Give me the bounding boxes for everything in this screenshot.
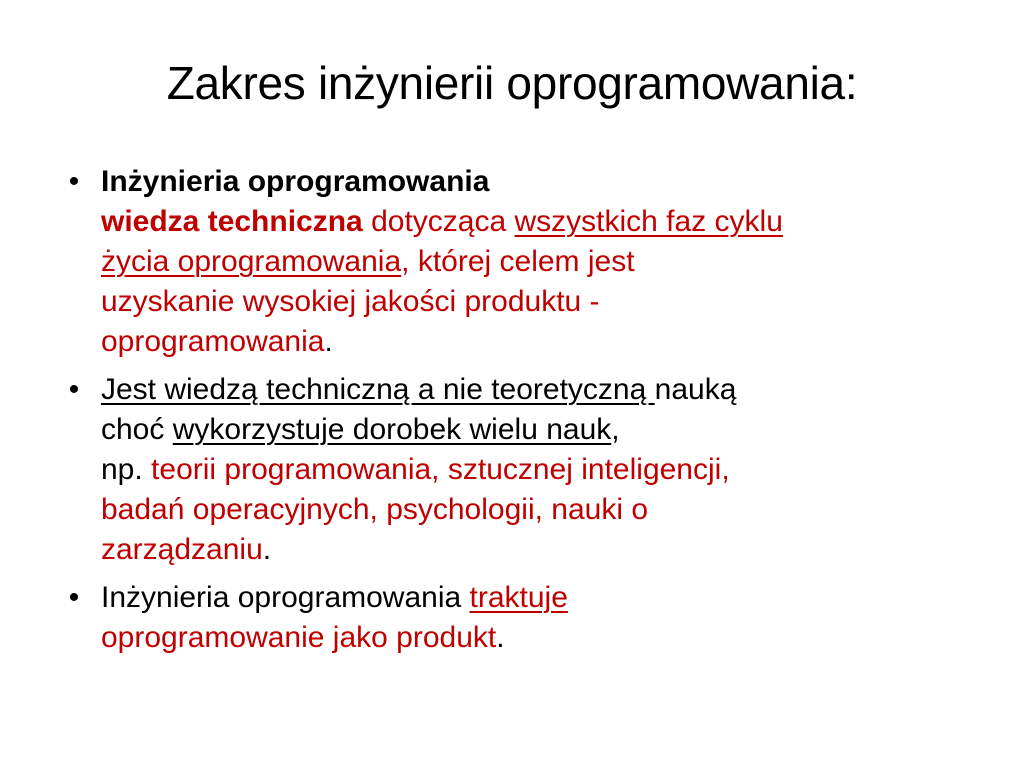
text-run: , której celem jest [401, 245, 635, 278]
underlined-text: traktuje [469, 581, 568, 614]
bullet-icon: • [68, 581, 80, 614]
text-run: nauką [654, 373, 737, 406]
slide-title: Zakres inżynierii oprogramowania: [166, 57, 858, 109]
emphasis-text: wiedza techniczna [101, 205, 363, 238]
text-line [101, 202, 964, 242]
bold-term: Inżynieria oprogramowania [101, 165, 490, 198]
text-line [101, 322, 964, 362]
text-run: , [611, 413, 620, 446]
text-run: . [262, 533, 272, 566]
text-run: dotycząca [362, 205, 515, 238]
bullet-list [64, 162, 964, 666]
underlined-text: życia oprogramowania [101, 245, 402, 278]
bullet-icon: • [68, 165, 80, 198]
text-run: badań operacyjnych, psychologii, nauki o [101, 493, 649, 526]
underlined-text: wszystkich faz cyklu [514, 205, 783, 238]
text-run: oprogramowanie jako produkt [101, 621, 497, 654]
bullet-item [64, 370, 964, 570]
text-line [101, 618, 964, 658]
text-line [101, 282, 964, 322]
text-line [101, 242, 964, 282]
text-line [101, 410, 964, 450]
text-run: Inżynieria oprogramowania [101, 581, 470, 614]
text-run: np. [101, 453, 152, 486]
text-run: uzyskanie wysokiej jakości produktu - [101, 285, 600, 318]
underlined-text: wykorzystuje dorobek wielu nauk [172, 413, 612, 446]
text-line [101, 450, 964, 490]
text-run: choć [101, 413, 173, 446]
text-run: teorii programowania, sztucznej inteligencji, [151, 453, 730, 486]
text-run: zarządzaniu [101, 533, 263, 566]
bullet-item [64, 578, 964, 658]
text-line [101, 370, 964, 410]
text-line [101, 530, 964, 570]
text-line [101, 490, 964, 530]
underlined-text: Jest wiedzą techniczną a nie teoretyczną [101, 373, 655, 406]
bullet-icon: • [68, 373, 80, 406]
text-line [101, 162, 964, 202]
text-run: . [324, 325, 333, 358]
bullet-item [64, 162, 964, 362]
text-line [101, 578, 964, 618]
text-run: . [496, 621, 505, 654]
text-run: oprogramowania [101, 325, 325, 358]
